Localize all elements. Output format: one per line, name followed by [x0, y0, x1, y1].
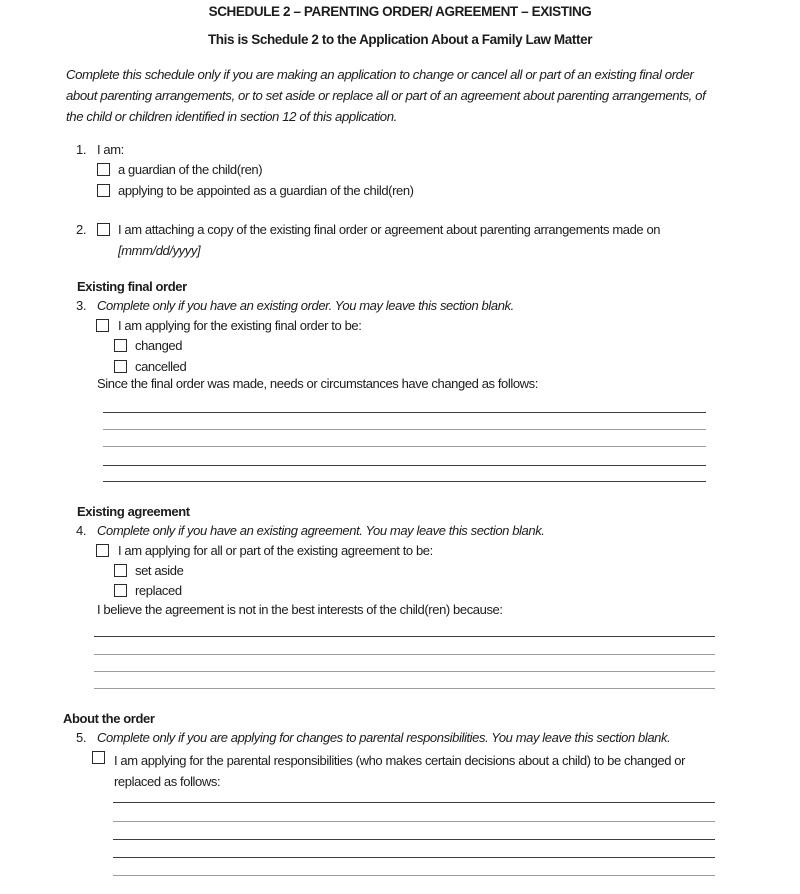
answer-line[interactable]	[103, 465, 706, 466]
checkbox-parental-responsibilities[interactable]	[92, 751, 105, 764]
checkbox-appointed-guardian-label: applying to be appointed as a guardian of the child(ren)	[118, 183, 414, 198]
item-3-number: 3.	[76, 298, 87, 313]
answer-line[interactable]	[113, 857, 715, 858]
answer-line[interactable]	[113, 839, 715, 840]
checkbox-changed-label: changed	[135, 338, 183, 353]
checkbox-set-aside-label: set aside	[135, 563, 184, 578]
section-heading-existing-final-order: Existing final order	[77, 279, 187, 294]
checkbox-appointed-guardian[interactable]	[97, 184, 110, 197]
section-heading-about-the-order: About the order	[63, 711, 155, 726]
checkbox-agreement-to-be[interactable]	[96, 544, 109, 557]
checkbox-replaced[interactable]	[114, 584, 127, 597]
item-1-label: I am:	[97, 142, 124, 157]
item-1-number: 1.	[76, 142, 87, 157]
item-5-instruction: Complete only if you are applying for changes to parental responsibilities. You may leave this section blank.	[97, 730, 671, 745]
answer-line[interactable]	[94, 688, 715, 689]
form-title: SCHEDULE 2 – PARENTING ORDER/ AGREEMENT – EXISTING	[208, 4, 592, 19]
answer-line[interactable]	[103, 481, 706, 482]
checkbox-guardian[interactable]	[97, 163, 110, 176]
answer-line[interactable]	[103, 446, 706, 447]
checkbox-attaching-copy[interactable]	[97, 223, 110, 236]
answer-line[interactable]	[94, 654, 715, 655]
item-5-number: 5.	[76, 730, 87, 745]
checkbox-set-aside[interactable]	[114, 564, 127, 577]
form-subtitle: This is Schedule 2 to the Application About a Family Law Matter	[207, 32, 593, 47]
item-2-label: I am attaching a copy of the existing final order or agreement about parenting arrangements made on	[118, 222, 661, 237]
item-3-instruction: Complete only if you have an existing order. You may leave this section blank.	[97, 298, 514, 313]
section-heading-existing-agreement: Existing agreement	[77, 504, 190, 519]
checkbox-guardian-label: a guardian of the child(ren)	[118, 162, 263, 177]
item-2-number: 2.	[76, 222, 87, 237]
checkbox-order-to-be[interactable]	[96, 319, 109, 332]
checkbox-cancelled[interactable]	[114, 360, 127, 373]
item-3-prompt-text: Since the final order was made, needs or circumstances have changed as follows:	[97, 376, 538, 391]
intro-instructions: Complete this schedule only if you are making an application to change or cancel all or part of an existing final order about parenting arrangements, or to set aside or replace all or part of an agreement about parenting arrangements, of the child or children identified in section 12 of this application.	[66, 67, 706, 124]
answer-line[interactable]	[113, 802, 715, 803]
checkbox-changed[interactable]	[114, 339, 127, 352]
checkbox-parental-responsibilities-label: I am applying for the parental responsibilities (who makes certain decisions about a child) to be changed or replaced as follows:	[114, 753, 686, 789]
checkbox-agreement-to-be-label: I am applying for all or part of the existing agreement to be:	[118, 543, 433, 558]
answer-line[interactable]	[103, 412, 706, 413]
answer-line[interactable]	[94, 671, 715, 672]
item-4-instruction: Complete only if you have an existing agreement. You may leave this section blank.	[97, 523, 545, 538]
item-4-prompt-text: I believe the agreement is not in the best interests of the child(ren) because:	[97, 602, 503, 617]
item-4-number: 4.	[76, 523, 87, 538]
answer-line[interactable]	[113, 821, 715, 822]
checkbox-replaced-label: replaced	[135, 583, 182, 598]
answer-line[interactable]	[94, 636, 715, 637]
date-placeholder: [mmm/dd/yyyy]	[118, 243, 201, 258]
checkbox-cancelled-label: cancelled	[135, 359, 187, 374]
answer-line[interactable]	[113, 875, 715, 876]
checkbox-order-to-be-label: I am applying for the existing final order to be:	[118, 318, 362, 333]
answer-line[interactable]	[103, 429, 706, 430]
